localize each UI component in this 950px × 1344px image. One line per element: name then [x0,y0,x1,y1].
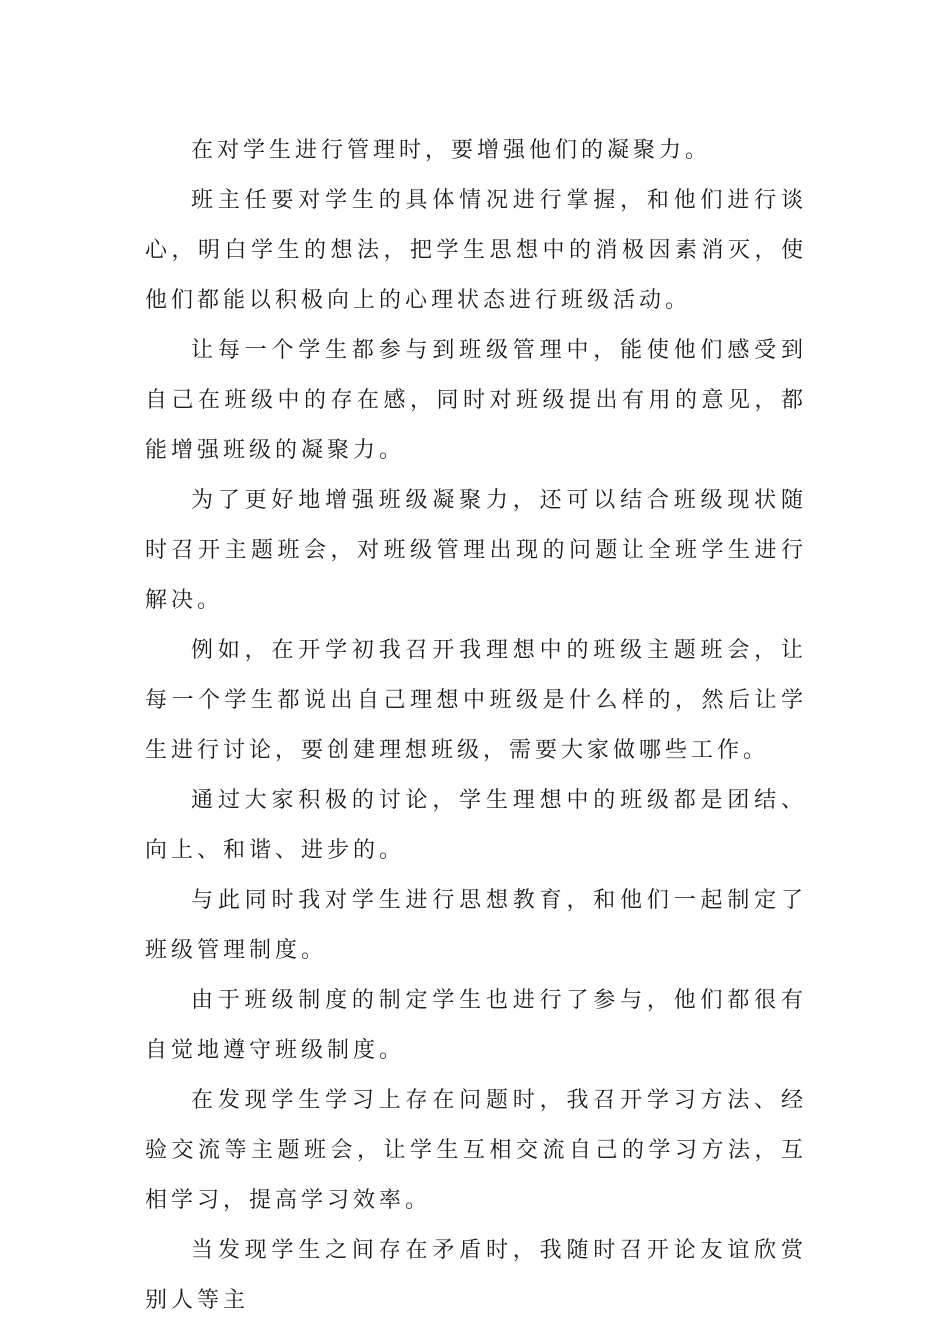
paragraph: 例如，在开学初我召开我理想中的班级主题班会，让每一个学生都说出自己理想中班级是什么样的，然后让学生进行讨论，要创建理想班级，需要大家做哪些工作。 [145,638,807,763]
paragraph: 为了更好地增强班级凝聚力，还可以结合班级现状随时召开主题班会，对班级管理出现的问题让全班学生进行解决。 [145,488,807,613]
paragraph: 在发现学生学习上存在问题时，我召开学习方法、经验交流等主题班会，让学生互相交流自己的学习方法，互相学习，提高学习效率。 [145,1088,807,1213]
paragraph: 通过大家积极的讨论，学生理想中的班级都是团结、向上、和谐、进步的。 [145,788,807,863]
paragraph: 在对学生进行管理时，要增强他们的凝聚力。 [191,138,712,163]
document-body [145,126,807,1326]
paragraph: 与此同时我对学生进行思想教育，和他们一起制定了班级管理制度。 [145,888,807,963]
paragraph: 让每一个学生都参与到班级管理中，能使他们感受到自己在班级中的存在感，同时对班级提出有用的意见，都能增强班级的凝聚力。 [145,338,807,463]
paragraph: 当发现学生之间存在矛盾时，我随时召开论友谊欣赏别人等主 [145,1238,807,1313]
paragraph: 班主任要对学生的具体情况进行掌握，和他们进行谈心，明白学生的想法，把学生思想中的消极因素消灭，使他们都能以积极向上的心理状态进行班级活动。 [145,188,807,313]
paragraph: 由于班级制度的制定学生也进行了参与，他们都很有自觉地遵守班级制度。 [145,988,807,1063]
